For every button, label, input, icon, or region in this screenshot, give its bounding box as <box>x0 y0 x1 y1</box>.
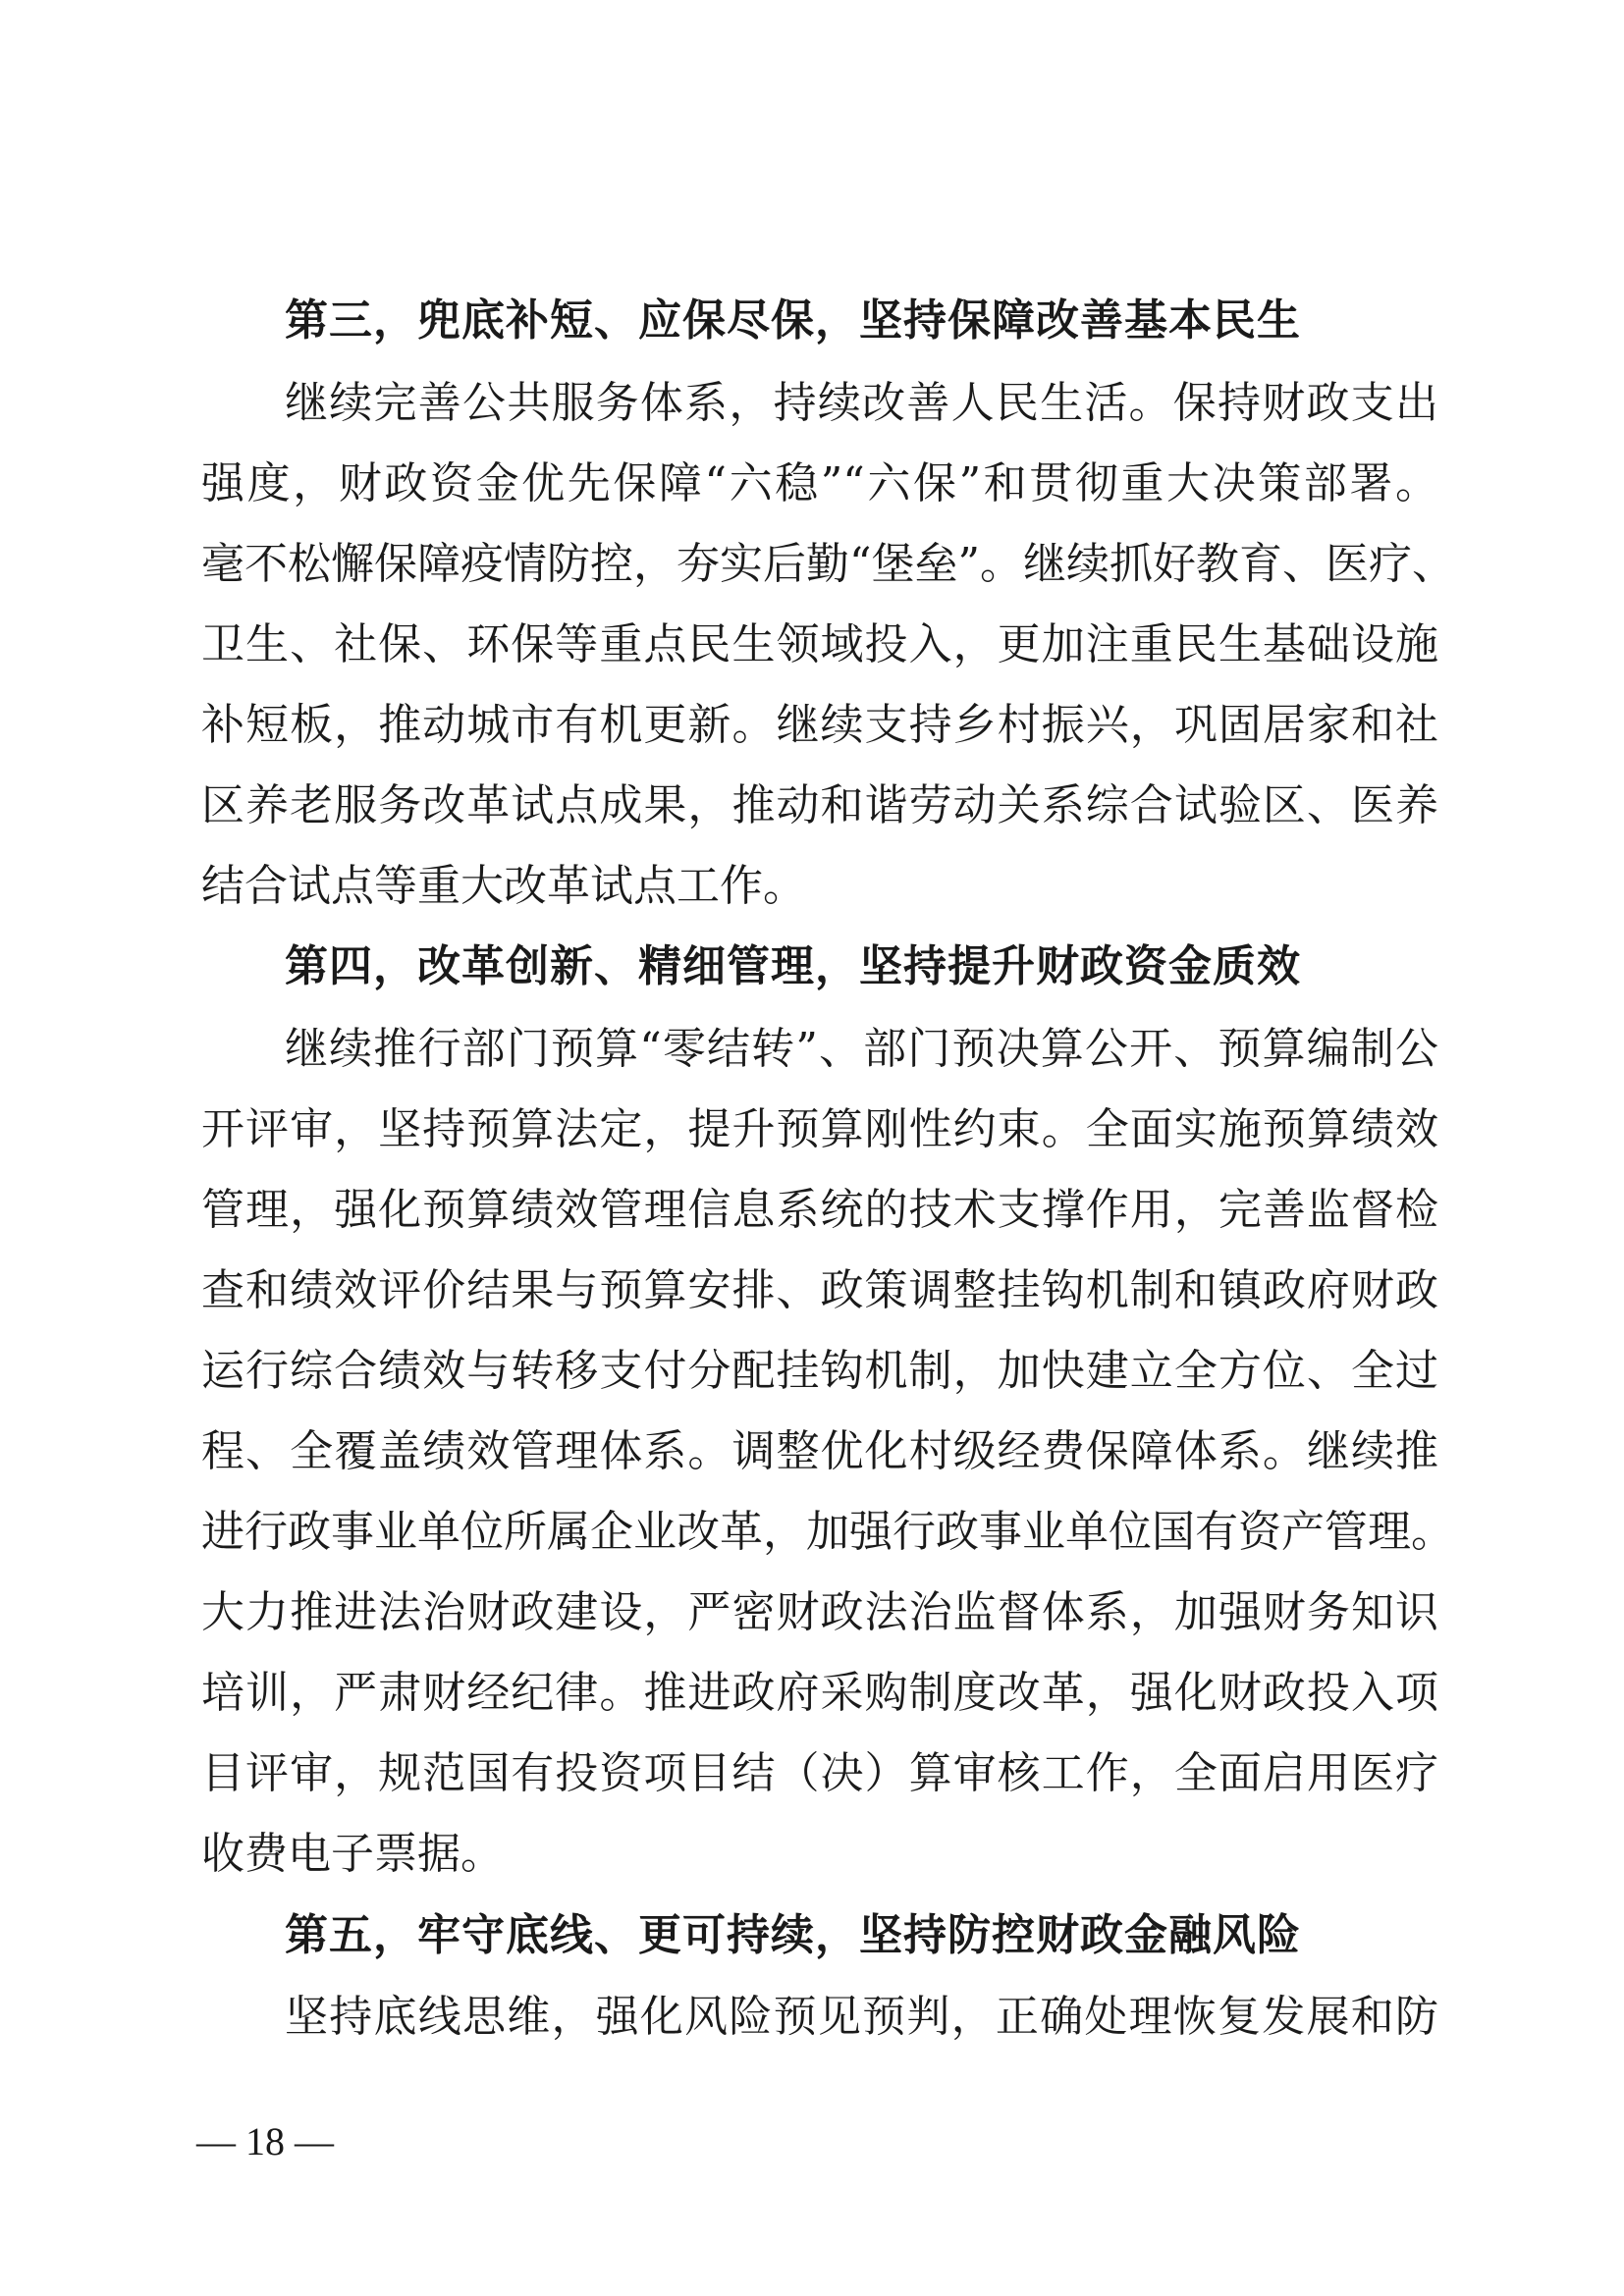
paragraph-line: 程、全覆盖绩效管理体系。调整优化村级经费保障体系。继续推 <box>201 1426 1438 1476</box>
paragraph-line: 进行政事业单位所属企业改革，加强行政事业单位国有资产管理。 <box>201 1507 1454 1557</box>
paragraph-line: 培训，严肃财经纪律。推进政府采购制度改革，强化财政投入项 <box>201 1668 1438 1718</box>
paragraph-line: 坚持底线思维，强化风险预见预判，正确处理恢复发展和防 <box>285 1992 1438 2042</box>
paragraph-line: 结合试点等重大改革试点工作。 <box>201 861 806 911</box>
paragraph-line: 查和绩效评价结果与预算安排、政策调整挂钩机制和镇政府财政 <box>201 1265 1438 1315</box>
paragraph-line: 开评审，坚持预算法定，提升预算刚性约束。全面实施预算绩效 <box>201 1104 1438 1154</box>
paragraph-line: 大力推进法治财政建设，严密财政法治监督体系，加强财务知识 <box>201 1587 1438 1637</box>
paragraph-line: 毫不松懈保障疫情防控，夯实后勤“堡垒”。继续抓好教育、医疗、 <box>201 539 1455 589</box>
paragraph-line: 管理，强化预算绩效管理信息系统的技术支撑作用，完善监督检 <box>201 1185 1438 1235</box>
section-heading-3: 第三，兜底补短、应保尽保，坚持保障改善基本民生 <box>285 295 1301 346</box>
paragraph-line: 目评审，规范国有投资项目结（决）算审核工作，全面启用医疗 <box>201 1748 1438 1798</box>
paragraph-line: 继续完善公共服务体系，持续改善人民生活。保持财政支出 <box>285 378 1438 428</box>
paragraph-line: 运行综合绩效与转移支付分配挂钩机制，加快建立全方位、全过 <box>201 1346 1438 1396</box>
paragraph-line: 卫生、社保、环保等重点民生领域投入，更加注重民生基础设施 <box>201 619 1438 669</box>
paragraph-line: 强度，财政资金优先保障“六稳”“六保”和贯彻重大决策部署。 <box>201 458 1438 508</box>
page-number: — 18 — <box>196 2119 334 2163</box>
paragraph-line: 补短板，推动城市有机更新。继续支持乡村振兴，巩固居家和社 <box>201 700 1438 750</box>
paragraph-line: 收费电子票据。 <box>201 1829 504 1879</box>
section-heading-4: 第四，改革创新、精细管理，坚持提升财政资金质效 <box>285 941 1301 991</box>
section-heading-5: 第五，牢守底线、更可持续，坚持防控财政金融风险 <box>285 1910 1301 1960</box>
paragraph-line: 继续推行部门预算“零结转”、部门预决算公开、预算编制公 <box>285 1024 1438 1074</box>
paragraph-line: 区养老服务改革试点成果，推动和谐劳动关系综合试验区、医养 <box>201 780 1438 830</box>
